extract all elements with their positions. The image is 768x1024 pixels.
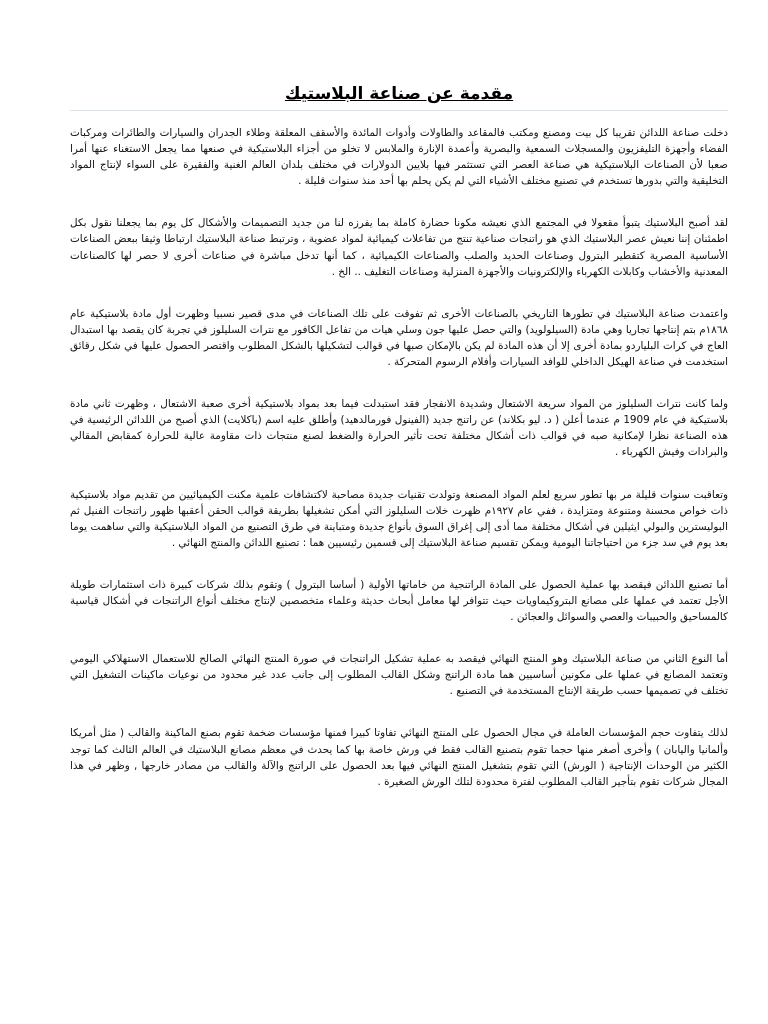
paragraph-6: أما تصنيع اللدائن فيقصد بها عملية الحصول على المادة الراتنجية من خاماتها الأولية ( أساسا البترول ) وتقوم بذلك شركات كبيرة ذات استثمارات طويلة الأجل تعتمد في عملها على مصانع البتروكيماويات حيث تتوافر لها معامل أبحاث حديثة وعلماء متخصصين لإنتاج مختلف أنواع الراتنجات في أشكال قياسية كالمساحيق والحبيبات والعصي والسوائل والعجائن .: [70, 578, 728, 624]
paragraph-8: لذلك يتفاوت حجم المؤسسات العاملة في مجال الحصول على المنتج النهائي تفاوتا كبيرا فمنها مؤسسات ضخمة تقوم بصنع الماكينة والقالب ( مثل أمريكا وألمانيا واليابان ) وأخرى أصغر منها حجما تقوم بتصنيع القالب فقط في ورش خاصة بها كما يحدث في معظم مصانع البلاستيك في العالم الثالث كما توجد الكثير من الوحدات الإنتاجية ( الورش) التي تقوم بتشغيل المنتج النهائي فيها بعد الحصول على الراتنج والآلة والقالب من مصادر خارجها , وظهر في هذا المجال شركات تقوم بتأجير القالب المطلوب لفترة محدودة لتلك الورش الصغيرة .: [70, 727, 728, 788]
paragraph-3: واعتمدت صناعة البلاستيك في تطورها التاريخي بالصناعات الأخرى ثم تفوقت على تلك الصناعات في مدى قصير نسبيا وظهرت أول مادة بلاستيكية عام ١٨٦٨م بتم إنتاجها تجاريا وهي مادة (السيلولويد) والتي حصل عليها جون وسلي هيات من تفاعل الكافور مع نترات السليلوز في تجربة كان يقصد بها استبدال العاج في كرات البلياردو بمادة أخرى إلا أن هذه المادة لم يكن بالإمكان صبها في قوالب لتشكيلها بالشكل المطلوب واقتصر الحصول عليها في شكل رقائق استخدمت في صناعة الهيكل الداخلي للوافد السيارات وأفلام الرسوم المتحركة .: [70, 307, 728, 369]
paragraph-1: دخلت صناعة اللدائن تقريبا كل بيت ومصنع ومكتب فالمقاعد والطاولات وأدوات المائدة والأسقف المعلقة وطلاء الجدران والسيارات والطائرات ومركبات الفضاء وأجهزة التليفزيون والمسجلات السمعية والبصرية وأعمدة الإنارة والملابس لا تخلو من أجزاء البلاستيكية في صنعها مما يجعل الاستغناء عنها أمرا صعبا لأن الصناعات البلاستيكية هي صناعة العصر التي تستثمر فيها بلايين الدولارات في مختلف بلدان العالم الغنية والفقيرة على السواء لإنتاج المواد التخليقية والتي بدورها تستخدم في تصنيع مختلف الأشياء التي لم يكن يحلم بها أحد منذ سنوات قليلة .: [70, 127, 728, 188]
title-divider: [70, 110, 728, 111]
paragraph-2: لقد أصبح البلاستيك يتبوأ مقعولا في المجتمع الذي نعيشه مكونا حضارة كاملة بما يفرزه لنا من جديد التصميمات والأشكال كل يوم بما يجعلنا نقول بكل اطمئنان إننا نعيش عصر البلاستيك الذي هو راتنجات صناعية تنتج من تفاعلات كيميائية لمواد عضوية ، وترتبط صناعة البلاستيك ارتباطا وثيقا ببعض الصناعات الأساسية المصرية كتقطير البترول وصناعات الحديد والصلب والصناعات الكيميائية ، كما أنها تدخل مباشرة في صناعات أخرى لا حصر لها كالصناعات المعدنية والأخشاب وكابلات الكهرباء والإلكترونيات والأجهزة المنزلية وصناعات التغليف .. الخ .: [70, 217, 728, 278]
paragraph-7: أما النوع الثاني من صناعة البلاستيك وهو المنتج النهائي فيقصد به عملية تشكيل الراتنجات في صورة المنتج النهائي الصالح للاستعمال الاستهلاكي اليومي وتعتمد المصانع في عملها على مكونين أساسيين هما مادة الراتنج وشكل القالب المطلوب إلى جانب عدد غير محدود من نوعيات ماكينات التشغيل التي تختلف في تصميمها حسب طريقة الإنتاج المستخدمة في التصنيع .: [70, 653, 728, 698]
document-title: مقدمة عن صناعة البلاستيك: [284, 84, 514, 104]
paragraph-4: ولما كانت نترات السليلوز من المواد سريعة الاشتعال وشديدة الانفجار فقد استبدلت فيما بعد بمواد بلاستيكية أخرى صعبة الاشتعال ، وظهرت ثاني مادة بلاستيكية في عام 1909 م عندما أعلن ( د. ليو بكلاند) عن راتنج جديد (الفينول فورمالدهيد) وأطلق عليه اسم (باكلايت) الذي أصبح من اللدائن الرئيسية في هذه الصناعة نظرا لإمكانية صبه في قوالب ذات أشكال مختلفة تحت تأثير الحرارة والضغط لصنع منتجات ذات مقاومة عالية للحرارة كمقابض المقالي والبرادات وفيش الكهرباء .: [70, 398, 728, 459]
paragraph-5: وتعاقبت سنوات قليلة مر بها تطور سريع لعلم المواد المصنعة وتولدت تقنيات جديدة مصاحبة لاكتشافات علمية مكنت الكيميائيين من تقديم مواد بلاستيكية ذات خواص محسنة ومتنوعة ومتزايدة ، ففي عام ١٩٢٧م ظهرت خلات السليلوز التي أمكن تشغيلها بطريقة قوالب الحقن أعقبها ظهور راتنجات الفنيل ثم البوليسترين والبولي ايثيلين في أشكال مختلفة مما أدى إلى إغراق السوق بأنواع جديدة ومتباينة في طرق التصنيع من المواد البلاستيكية والتي ساهمت يوما بعد يوم في سد جزء من احتياجاتنا اليومية ويمكن تقسيم صناعة البلاستيك إلى قسمين رئيسيين هما : تصنيع اللدائن والمنتج النهائي .: [70, 488, 728, 549]
document-page: [70, 82, 728, 816]
